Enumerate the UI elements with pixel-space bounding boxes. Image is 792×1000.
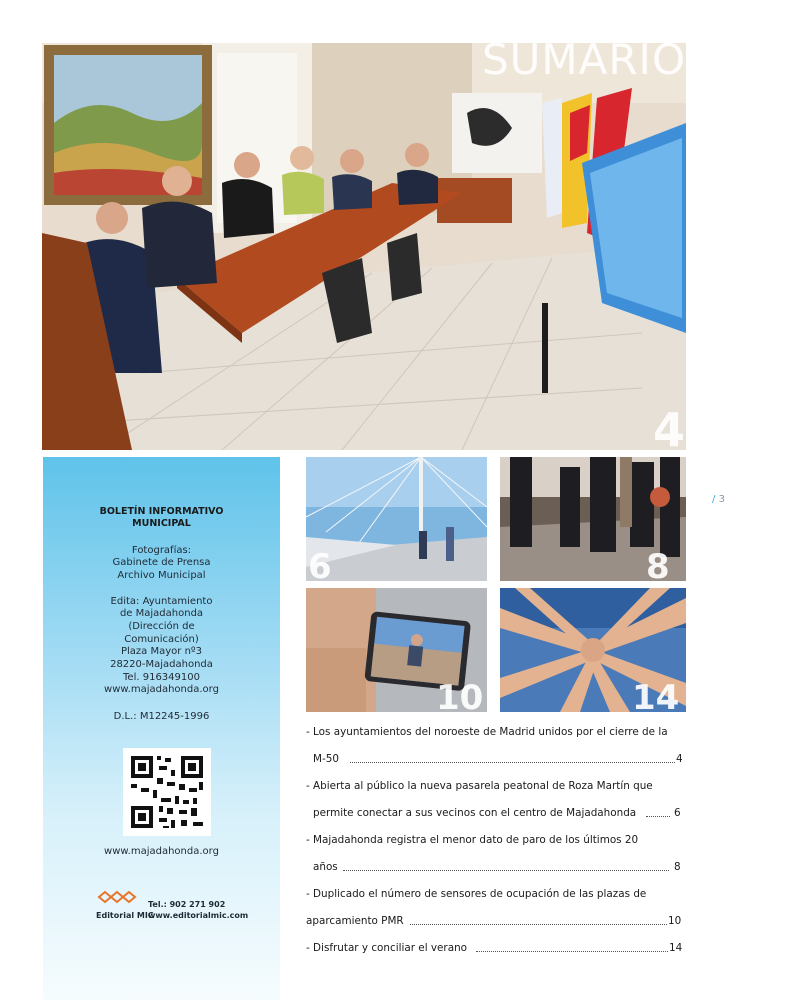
qr-code-icon[interactable] [123,748,211,836]
toc-entry-2-page[interactable]: 6 [674,807,681,819]
page-number-slash: / [712,494,716,505]
hero-photo [42,43,686,450]
bulletin-title-line2: MUNICIPAL [132,518,191,529]
publisher-website[interactable]: www.editorialmic.com [148,911,249,920]
toc-entry-1-page[interactable]: 4 [676,753,683,765]
photos-label: Fotografías: [131,545,192,556]
publisher-phone: Tel.: 902 271 902 [148,900,226,909]
toc-entry-5-page[interactable]: 14 [669,942,683,954]
thumbnail-page-6: 6 [308,547,332,581]
address-line-1: Plaza Mayor nº3 [121,646,202,657]
publisher-line-1: Edita: Ayuntamiento [110,596,213,607]
bulletin-title-line1: BOLETÍN INFORMATIVO [99,506,224,517]
thumbnail-bridge[interactable] [306,457,487,581]
toc-entry-4-line1[interactable]: - Duplicado el número de sensores de ocupación de las plazas de [306,888,647,900]
toc-entry-2-line2[interactable]: permite conectar a sus vecinos con el centro de Majadahonda [313,807,637,819]
toc-leader-dots [646,816,670,817]
toc-entry-1-line1[interactable]: - Los ayuntamientos del noroeste de Madrid unidos por el cierre de la [306,726,668,738]
thumbnail-page-10: 10 [436,678,484,712]
photos-credit-1: Gabinete de Prensa [112,557,211,568]
publisher-line-2: de Majadahonda [119,608,204,619]
page-number-value: 3 [718,494,725,505]
toc-entry-4-line2[interactable]: aparcamiento PMR [306,915,404,927]
toc-leader-dots [343,870,669,871]
publisher-line-4: Comunicación) [124,634,199,645]
toc-entry-3-page[interactable]: 8 [674,861,681,873]
thumbnail-page-14: 14 [632,678,680,712]
thumbnail-walking[interactable] [500,457,686,581]
meeting-room-photo [42,43,686,450]
website-link[interactable]: www.majadahonda.org [104,684,219,695]
phone-number: Tel. 916349100 [123,672,200,683]
legal-deposit: D.L.: M12245-1996 [113,711,210,722]
hero-page-number: 4 [653,403,686,457]
credits-panel [43,457,280,1000]
toc-leader-dots [476,951,668,952]
toc-entry-1-line2[interactable]: M-50 [313,753,339,765]
toc-leader-dots [350,762,675,763]
bridge-photo-icon [306,457,487,581]
toc-entry-5-line1[interactable]: - Disfrutar y conciliar el verano [306,942,468,954]
thumbnail-hands[interactable] [500,588,686,712]
toc-entry-2-line1[interactable]: - Abierta al público la nueva pasarela peatonal de Roza Martín que [306,780,653,792]
page-title: SUMARIO [482,35,686,84]
address-line-2: 28220-Majadahonda [110,659,213,670]
thumbnail-tablet[interactable] [306,588,487,712]
publisher-line-3: (Dirección de [128,621,195,632]
toc-entry-3-line1[interactable]: - Majadahonda registra el menor dato de paro de los últimos 20 [306,834,639,846]
toc-entry-3-line2[interactable]: años [313,861,338,873]
photos-credit-2: Archivo Municipal [117,570,206,581]
toc-entry-4-page[interactable]: 10 [668,915,682,927]
thumbnail-page-8: 8 [646,547,670,581]
website-link-below-qr[interactable]: www.majadahonda.org [104,846,219,857]
page-number [712,494,725,505]
editorial-mic-logo-icon [95,889,141,911]
publisher-brand-name: Editorial MIC [96,911,154,920]
toc-leader-dots [410,924,667,925]
